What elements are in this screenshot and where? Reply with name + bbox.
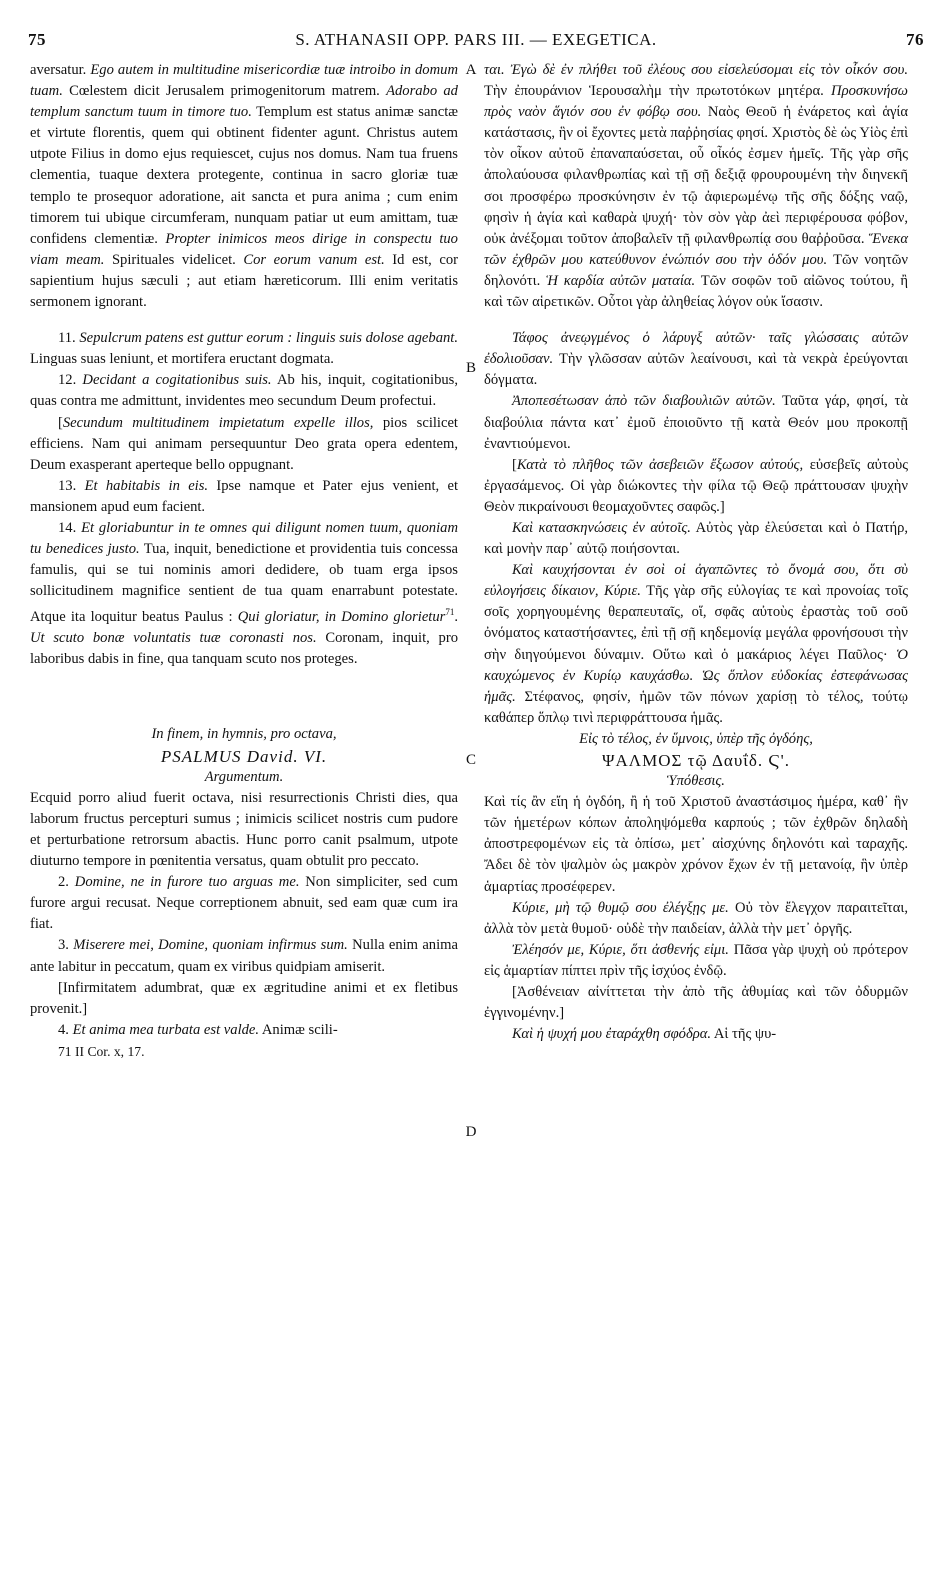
latin-verse-2: 2. Domine, ne in furore tuo arguas me. Non simpliciter, sed cum furore argui recusat. Neque correptionem abnuit, sed eam quæ cum ira fiat. (30, 874, 458, 933)
greek-psalm-superscription: Εἰς τὸ τέλος, ἐν ὕμνοις, ὑπὲρ τῆς ὀγδόης, (579, 730, 813, 747)
greek-column (484, 60, 908, 1045)
latin-argument: Ecquid porro aliud fuerit octava, nisi resurrectionis Christi dies, qua laborum fructus percepturi sumus ; inimicis scilicet nostris cum pudore et perturbatione retrorsum abactis. Hunc porro canit psalmum, utpote diuturno tempore in pœnitentia versatus, quam obtulit pro peccato. (30, 789, 458, 870)
latin-bracket-note: [Secundum multitudinem impietatum expelle illos, pios scilicet efficiens. Nam qui animam persequuntur Deo grata opera edentem, Deum exasperant aperteque bello oppugnant. (30, 414, 458, 473)
page-header (28, 30, 924, 54)
latin-argument-heading: Argumentum. (204, 768, 284, 785)
greek-verse-14: Καὶ καυχήσονται ἐν σοὶ οἱ ἀγαπῶντες τὸ ὄνομά σου, ὅτι σὺ εὐλογήσεις δίκαιον, Κύριε. Τῆς γὰρ σῆς εὐλογίας τε καὶ προνοίας τοῖς σοῖς χορηγουμένης θεραπευταῖς, οἵ, σφᾶς αὐτοὺς ἐραστὰς τοῦ σοῦ ὀνόματος καταστήσαντες, ἐπὶ τῇ σῇ κηδεμονίᾳ μεγάλα φρονήσουσι τὴν σὴν διηγούμενοι δύναμιν. Οὕτω καὶ ὁ μακάριος λέγει Παῦλος· Ὁ καυχώμενος ἐν Κυρίῳ καυχάσθω. Ὡς ὅπλον εὐδοκίας ἐστεφάνωσας ἡμᾶς. Στέφανος, φησίν, ἡμῶν τῶν πόνων χαρίσῃ τὸ τέλος, τούτῳ καθάπερ ὅπλῳ τινὶ περιφράττουσα ἡμᾶς. (484, 562, 908, 726)
latin-verse-3: 3. Miserere mei, Domine, quoniam infirmus sum. Nulla enim anima ante labitur in peccatum, quam ex viribus quidpiam amiserit. (30, 937, 458, 975)
latin-verse-12: 12. Decidant a cogitationibus suis. Ab his, inquit, cogitationibus, quas contra me admittunt, invidentes meo secundum Deum profectui. (30, 372, 459, 410)
latin-verse-14: 14. Et gloriabuntur in te omnes qui diligunt nomen tuum, quoniam tu benedices justo. Tua, inquit, benedictione et providentia tuis concessa famulis, qui se tui nominis amori dedidere, ob tuam erga ipsos sollicitudinem magnifice sentient de tua quam enarrabunt potestate. Atque ita loquitur beatus Paulus : Qui gloriatur, in Domino glorietur$^{71}$. Ut scuto bonæ voluntatis tuæ coronasti nos. Coronam, inquit, pro laboribus dabis in fine, qua tanquam scuto nos proteges. (30, 519, 458, 668)
latin-column (30, 60, 458, 1062)
greek-argument-heading: Ὑπόθεσις. (667, 773, 725, 790)
footnote-ref: 71 (445, 607, 455, 618)
latin-verse-13: 13. Et habitabis in eis. Ipse namque et Pater ejus venient, et mansionem apud eum facient. (30, 477, 459, 515)
greek-verse-2: Κύριε, μὴ τῷ θυμῷ σου ἐλέγξῃς με. Οὐ τὸν ἔλεγχον παραιτεῖται, ἀλλὰ τὸν μετὰ θυμοῦ· οὐδὲ τὴν παιδείαν, ἀλλὰ τὴν μετ᾽ ὀργῆς. (484, 899, 908, 937)
latin-verse-4: 4. Et anima mea turbata est valde. Animæ scili- (58, 1021, 338, 1038)
section-marker-c: C (465, 752, 476, 768)
greek-psalm-title: ΨΑΛΜΟΣ τῷ Δαυΐδ. Ϛ'. (601, 751, 790, 770)
greek-verse-11: Τάφος ἀνεῳγμένος ὁ λάρυγξ αὐτῶν· ταῖς γλώσσαις αὐτῶν ἐδολιοῦσαν. Τὴν γλῶσσαν αὐτῶν λεαίνουσι, καὶ τὰ νεκρὰ ἐρεύγονται δόγματα. (484, 330, 908, 389)
greek-verse-4: Καὶ ἡ ψυχή μου ἐταράχθη σφόδρα. Αἱ τῆς ψυ- (512, 1026, 777, 1043)
page-number-left: 75 (28, 30, 46, 49)
latin-verse-11: 11. Sepulcrum patens est guttur eorum : linguis suis dolose agebant. Linguas suas leniunt, et mortifera eructant dogmata. (30, 330, 458, 368)
footnote: 71 II Cor. x, 17. (58, 1043, 145, 1059)
latin-bracket-note-2: [Infirmitatem adumbrat, quæ ex ægritudine animi et ex fletibus provenit.] (30, 979, 458, 1017)
latin-paragraph-intro: aversatur. Ego autem in multitudine misericordiæ tuæ introibo in domum tuam. Cœlestem dicit Jerusalem primogenitorum matrem. Adorabo ad templum sanctum tuum in timore tuo. Templum est status animæ sanctæ et virtute florentis, quem qui obtinent fidenter agunt. Christus autem utpote Filius in domo ejus requiescet, cujus nos domus. Nam tua fruens clementia, tuaque dextera protegente, continua in sacro gloriæ tuæ templo te prosequor adoratione, ait sancta et pura anima ; cum enim timorem tui ubique circumferam, nunquam patiar ut eum amittam, tuæ confidens clementiæ. Propter inimicos meos dirige in conspectu tuo viam meam. Spirituales videlicet. Cor eorum vanum est. Id est, cor sapientium hujus sæculi ; aut etiam hæreticorum. Illi enim veritatis sermonem ignorant. (30, 62, 458, 311)
greek-verse-3: Ἐλέησόν με, Κύριε, ὅτι ἀσθενής εἰμι. Πᾶσα γὰρ ψυχὴ οὐ πρότερον εἰς ἁμαρτίαν πίπτει πρὶν τῆς ἰσχύος ἐνδῷ. (484, 941, 908, 979)
section-marker-b: B (465, 360, 476, 376)
greek-paragraph-intro: ται. Ἐγὼ δὲ ἐν πλήθει τοῦ ἐλέους σου εἰσελεύσομαι εἰς τὸν οἶκόν σου. Τὴν ἐπουράνιον Ἱερουσαλὴμ τὴν πρωτοτόκων μητέρα. Προσκυνήσω πρὸς ναὸν ἅγιόν σου ἐν φόβῳ σου. Ναὸς Θεοῦ ἡ ἐνάρετος καὶ ἁγία κατάστασις, ἣν οἱ ἔχοντες μετὰ παῤῥησίας φησί. Χριστὸς δὲ ὡς Υἱὸς ἐπὶ τὸν οἶκον αὐτοῦ ἐπαναπαύσεται, οὗ οἶκός ἐσμεν ἡμεῖς. Τῆς γὰρ σῆς ἀπολαύουσα φιλανθρωπίας καὶ τῇ σῇ δεξιᾷ φρουρουμένη τὴν διηνεκῆ σοι προσφέρω προσκύνησιν ἐν τῷ ἀφιερωμένῳ τῆς σῆς δόξης ναῷ, φησὶν ἡ ἁγία καὶ καθαρὰ ψυχή· τὸν σὸν γὰρ ἀεὶ περιφέρουσα φόβον, οὐκ ἀνέξομαι τοῦτον ἀποβαλεῖν τῇ φιλανθρωπίᾳ σου θαῤῥοῦσα. Ἕνεκα τῶν ἐχθρῶν μου κατεύθυνον ἐνώπιόν σου τὴν ὁδόν μου. Τῶν νοητῶν δηλονότι. Ἡ καρδία αὐτῶν ματαία. Τῶν σοφῶν τοῦ αἰῶνος τούτου, ἢ καὶ τῶν αἱρετικῶν. Οὗτοι γὰρ ἀληθείας λόγον οὐκ ἴσασιν. (484, 62, 909, 311)
greek-bracket-note: [Κατὰ τὸ πλῆθος τῶν ἀσεβειῶν ἔξωσον αὐτούς, εὐσεβεῖς αὐτοὺς ἐργασάμενος. Οἱ γὰρ διώκοντες τὴν φίλα τῷ Θεῷ πράττουσαν ψυχὴν Θεὸν πικραίνουσι θεομαχοῦντες σαφῶς.] (484, 456, 908, 515)
greek-bracket-note-2: [Ἀσθένειαν αἰνίττεται τὴν ἀπὸ τῆς ἀθυμίας καὶ τῶν ὀδυρμῶν ἐγγινομένην.] (484, 984, 908, 1022)
latin-psalm-superscription: In finem, in hymnis, pro octava, (151, 726, 337, 743)
section-marker-d: D (465, 1124, 477, 1140)
latin-psalm-title: PSALMUS David. VI. (160, 746, 328, 766)
greek-argument: Καὶ τίς ἂν εἴη ἡ ὀγδόη, ἢ ἡ τοῦ Χριστοῦ ἀναστάσιμος ἡμέρα, καθ᾽ ἣν τῶν ἡμετέρων κόπων ἀποληψόμεθα καρπούς ; τῶν ἐχθρῶν δηλαδὴ ἀποστρεφομένων εἰς τὰ ὀπίσω, μετ᾽ αἰσχύνης δηλονότι καὶ ταραχῆς. Ἄδει δὲ τὸν ψαλμὸν ὡς μακρὸν χρόνον ἔχων ἐν τῇ μετανοίᾳ, ἣν ὑπὲρ ἁμαρτίας προσέφερεν. (484, 794, 908, 895)
greek-verse-13: Καὶ κατασκηνώσεις ἐν αὐτοῖς. Αὐτὸς γὰρ ἐλεύσεται καὶ ὁ Πατήρ, καὶ μονὴν παρ᾽ αὐτῷ ποιήσονται. (484, 519, 909, 558)
section-marker-a: A (465, 62, 477, 78)
greek-verse-12: Ἀποπεσέτωσαν ἀπὸ τῶν διαβουλιῶν αὐτῶν. Ταῦτα γάρ, φησί, τὰ διαβούλια πάντα κατ᾽ ἐμοῦ ἐποιοῦντο τῇ κατὰ Θεόν μου προκοπῇ ἐναντιούμενοι. (484, 393, 908, 452)
page-number-right: 76 (906, 30, 924, 49)
running-title: S. ATHANASII OPP. PARS III. — EXEGETICA. (295, 30, 657, 49)
